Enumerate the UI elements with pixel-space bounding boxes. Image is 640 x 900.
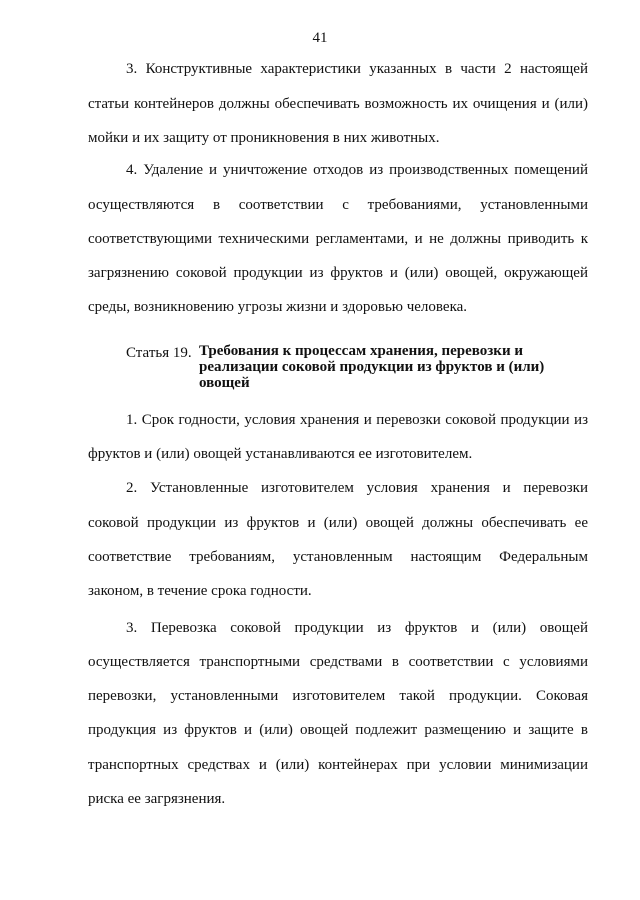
text-line: мойки и их защиту от проникновения в них животных. xyxy=(88,130,440,146)
text-line: 4. Удаление и уничтожение отходов из производственных помещений xyxy=(126,162,588,178)
text-line: транспортных средствах и (или) контейнерах при условии минимизации xyxy=(88,757,588,773)
text-line: осуществляется транспортными средствами в соответствии с условиями xyxy=(88,654,588,670)
article-title xyxy=(199,343,579,391)
text-line: фруктов и (или) овощей устанавливаются ее изготовителем. xyxy=(88,446,473,462)
article-title-line: реализации соковой продукции из фруктов и (или) xyxy=(199,359,545,375)
text-line: осуществляются в соответствии с требованиями, установленными xyxy=(88,197,588,213)
text-line: риска ее загрязнения. xyxy=(88,791,226,807)
text-line: перевозки, установленными изготовителем такой продукции. Соковая xyxy=(88,688,588,704)
text-line: статьи контейнеров должны обеспечивать возможность их очищения и (или) xyxy=(88,96,588,112)
text-line: соковой продукции из фруктов и (или) овощей должны обеспечивать ее xyxy=(88,515,588,531)
text-line: 2. Установленные изготовителем условия хранения и перевозки xyxy=(126,480,588,496)
text-line: 3. Конструктивные характеристики указанных в части 2 настоящей xyxy=(126,61,588,77)
text-line: загрязнению соковой продукции из фруктов и (или) овощей, окружающей xyxy=(88,265,588,281)
text-line: среды, возникновению угрозы жизни и здоровью человека. xyxy=(88,299,468,315)
text-line: 1. Срок годности, условия хранения и перевозки соковой продукции из xyxy=(126,412,588,428)
text-line: соответствующими техническими регламентами, и не должны приводить к xyxy=(88,231,588,247)
text-line: продукция из фруктов и (или) овощей подлежит размещению и защите в xyxy=(88,722,588,738)
article-title-line: овощей xyxy=(199,375,250,391)
page-number: 41 xyxy=(312,30,328,46)
article-label: Статья 19. xyxy=(126,345,192,361)
text-line: законом, в течение срока годности. xyxy=(88,583,312,599)
text-line: соответствие требованиям, установленным настоящим Федеральным xyxy=(88,549,588,565)
text-line: 3. Перевозка соковой продукции из фруктов и (или) овощей xyxy=(126,620,588,636)
article-title-line: Требования к процессам хранения, перевозки и xyxy=(199,343,523,359)
